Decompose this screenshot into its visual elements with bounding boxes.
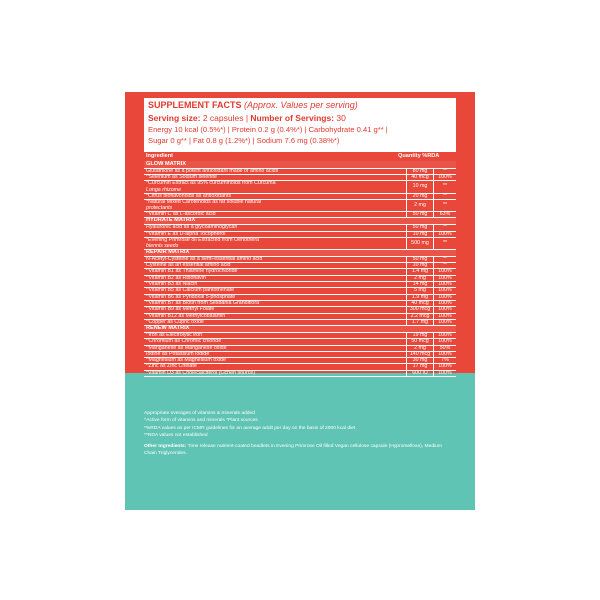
ingredient-quantity: 50 mg xyxy=(412,255,428,262)
ingredient-name: ^Magnesium as Magnesium oxide xyxy=(146,357,226,364)
ingredient-name: ^Vitamin B12 as Methylcobalamin xyxy=(146,312,226,319)
title: SUPPLEMENT FACTS xyxy=(148,100,242,110)
ingredient-quantity: 1.7 mg xyxy=(411,318,429,325)
ingredient-name: Iodine as Potassium iodide xyxy=(146,350,210,357)
ingredient-rda: 100% xyxy=(438,369,452,376)
ingredient-quantity: 5 mg xyxy=(414,287,426,294)
column-divider xyxy=(406,332,407,376)
column-divider xyxy=(433,168,434,218)
column-divider xyxy=(406,168,407,218)
footnote-active-forms: ^Active form of vitamins and minerals *Plant sources xyxy=(144,418,258,423)
ingredient-quantity: 17 mg xyxy=(412,363,428,370)
ingredient-name: ^Vitamin B2 as Riboflavin xyxy=(146,274,206,281)
servings-value: 30 xyxy=(336,113,346,123)
hydrate-matrix-title: HYDRATE MATRIX xyxy=(144,217,456,224)
ingredient-rda: 100% xyxy=(438,306,452,313)
ingredient-name: ^Manganese as Manganese oxide xyxy=(146,344,227,351)
ingredient-quantity: 2 mg xyxy=(414,201,426,208)
title-line xyxy=(148,100,358,110)
ingredient-name: ^Copper as Cupric oxide xyxy=(146,318,204,325)
ingredient-rda: 100% xyxy=(438,274,452,281)
serving-label: Serving size: xyxy=(148,113,201,123)
ingredient-rda: 100% xyxy=(438,230,452,237)
ingredient-quantity: 1.4 mg xyxy=(411,268,429,275)
footnote-rda-icmr: *%RDA values as per ICMR guidelines for an average adult per day on the basis of 2000 kcal diet xyxy=(144,426,356,431)
ingredient-name: Hyaluronic acid as a glycoaminoglycan xyxy=(146,224,238,231)
ingredient-rda: 100% xyxy=(438,338,452,345)
table-row xyxy=(144,199,456,211)
other-ingredients xyxy=(144,443,456,457)
ingredient-rda: 100% xyxy=(438,350,452,357)
ingredient-quantity: 14 mg xyxy=(412,281,428,287)
ingredient-quantity: 2.2 mcg xyxy=(410,312,430,319)
ingredient-quantity: 2 mg xyxy=(414,274,426,281)
ingredient-name: Cysteine as an essential amino acid xyxy=(146,262,231,269)
ingredient-name: ^Vitamin B3 as Niacin xyxy=(146,281,198,287)
ingredient-quantity: 20 mg xyxy=(412,192,428,199)
ingredient-rda: ** xyxy=(442,255,448,262)
ingredient-name: N-Acetyl-Cysteine as a semi-essential amino acid xyxy=(146,255,263,262)
serving-line: Serving size: 2 capsules | Number of Servings: 30 xyxy=(148,113,346,123)
ingredient-rda: 63% xyxy=(439,211,451,218)
ingredient-rda: 100% xyxy=(438,318,452,325)
section-divider xyxy=(144,376,456,377)
sugar-line: Sugar 0 g** | Fat 0.8 g (1.2%*) | Sodium 7.6 mg (0.38%*) xyxy=(148,136,340,145)
ingredient-quantity: 80 mg xyxy=(412,167,428,174)
repair-matrix-title: REPAIR MATRIX xyxy=(144,249,456,256)
bottom-section xyxy=(125,373,475,510)
ingredient-rda: 100% xyxy=(438,312,452,319)
ingredient-rda: 100% xyxy=(438,331,452,338)
ingredient-name: ^Vitamin B6 as Pyridoxal 5-phosphate xyxy=(146,293,236,300)
ingredient-rda: ** xyxy=(442,192,448,199)
ingredient-rda: ** xyxy=(442,262,448,269)
ingredient-name: *Vitamin D3 as Cholecalciferol (Lichen source) xyxy=(146,369,256,376)
ingredient-name: ^Chromium as Chromic chloride xyxy=(146,338,222,345)
ingredient-quantity: 10 mg xyxy=(412,183,428,190)
ingredient-rda: ** xyxy=(442,167,448,174)
ingredient-name: *Evening Primrose oil Extracted from Oenothera biennis seeds xyxy=(146,236,260,249)
ingredient-name: ^Vitamin B5 as Calcium pantothenate xyxy=(146,287,235,294)
ingredient-rda: 100% xyxy=(438,299,452,306)
glow-matrix-title: GLOW MATRIX xyxy=(144,161,456,168)
ingredient-name: ^Selenium as Sodium selenite xyxy=(146,174,217,181)
ingredient-quantity: 140 mcg xyxy=(409,350,431,357)
table-row xyxy=(144,180,456,192)
ingredient-name: ^Vitamin C as L-ascorbic acid xyxy=(146,211,216,218)
ingredient-rda: ** xyxy=(442,183,448,190)
ingredient-quantity: 40 mcg xyxy=(411,299,429,306)
ingredient-rda: 7% xyxy=(441,357,449,364)
ingredient-name: ^Zinc as Zinc Chelate xyxy=(146,363,197,370)
ingredient-name: ^Vitamin B1 as Thiamine hydrochloride xyxy=(146,268,238,275)
ingredient-quantity: 50 mg xyxy=(412,211,428,218)
title-sub: (Approx. Values per serving) xyxy=(244,100,358,110)
supplement-facts-header xyxy=(144,98,456,152)
ingredient-rda: 100% xyxy=(438,293,452,300)
ingredient-name: ^Vitamin B9 as Methyl Folate xyxy=(146,306,215,313)
ingredient-rda: 100% xyxy=(438,363,452,370)
ingredient-quantity: 10 mg xyxy=(412,230,428,237)
other-ingredients-label: Other Ingredients: xyxy=(144,444,187,449)
ingredient-rda: 50% xyxy=(439,344,451,351)
ingredient-quantity: 600 IU xyxy=(412,369,428,376)
ingredient-name: *Natural Mixed Carotenoids as fat soluble natural protectants xyxy=(146,198,262,212)
ingredient-name: ^Vitamin B7 as Biotin from Sesbania Grandiflora xyxy=(146,299,260,306)
ingredient-rda: 100% xyxy=(438,268,452,275)
ingredient-name: Glutathione as a potent antioxidant made of amino acids xyxy=(146,167,279,174)
ingredient-quantity: 50 mcg xyxy=(411,338,429,345)
ingredient-rda: 100% xyxy=(438,287,452,294)
column-divider xyxy=(433,256,434,325)
column-divider xyxy=(406,224,407,249)
other-ingredients-text: Time release nutrient-coated beadlets in Evening Primrose Oil filled Vegan cellulose capsule (Hypromellose), Medium Chain Triglycerides. xyxy=(144,444,442,456)
ingredient-name: ^Vitamin E as D-alpha Tocopherol xyxy=(146,230,226,237)
table-row xyxy=(144,237,456,249)
ingredient-rda: ** xyxy=(442,201,448,208)
servings-label: Number of Servings: xyxy=(250,113,335,123)
ingredient-rda: 100% xyxy=(438,281,452,287)
supplement-facts-panel xyxy=(125,92,475,510)
ingredient-name: *Citrus bioflavonoids as antioxidants xyxy=(146,192,232,199)
ingredient-rda: 100% xyxy=(438,174,452,181)
ingredient-rda: ** xyxy=(442,239,448,246)
ingredient-quantity: 300 mcg xyxy=(409,306,431,313)
ingredient-quantity: 19 mg xyxy=(412,331,428,338)
serving-value: 2 capsules xyxy=(202,113,244,123)
ingredient-quantity: 2 mg xyxy=(414,344,426,351)
column-divider xyxy=(433,332,434,376)
ingredient-quantity: 40 mcg xyxy=(411,174,429,181)
footnote-rda-not-established: **RDA values not established xyxy=(144,433,208,438)
energy-line: Energy 10 kcal (0.5%*) | Protein 0.2 g (0.4%*) | Carbohydrate 0.41 g** | xyxy=(148,125,388,134)
column-divider xyxy=(406,256,407,325)
ingredient-quantity: 50 mg xyxy=(412,224,428,231)
ingredient-quantity: 10 mg xyxy=(412,262,428,269)
ingredient-rda: ** xyxy=(442,224,448,231)
ingredient-quantity: 1.9 mg xyxy=(411,293,429,300)
ingredient-name: *Curcumin Extract as 95% curcuminoids from Curcuma Longa rhizome xyxy=(146,180,276,193)
ingredient-quantity: 30 mg xyxy=(412,357,428,364)
quantity-rda-header: Quantity %RDA xyxy=(398,153,440,159)
ingredient-quantity: 500 mg xyxy=(411,239,429,246)
ingredient-header: Ingredient xyxy=(146,153,174,159)
ingredient-name: ^Iron as Electrolytic iron xyxy=(146,331,203,338)
footnote-overages: Appropriate overages of vitamins & minerals added xyxy=(144,411,255,416)
renew-matrix-title: RENEW MATRIX xyxy=(144,325,456,332)
column-divider xyxy=(433,224,434,249)
